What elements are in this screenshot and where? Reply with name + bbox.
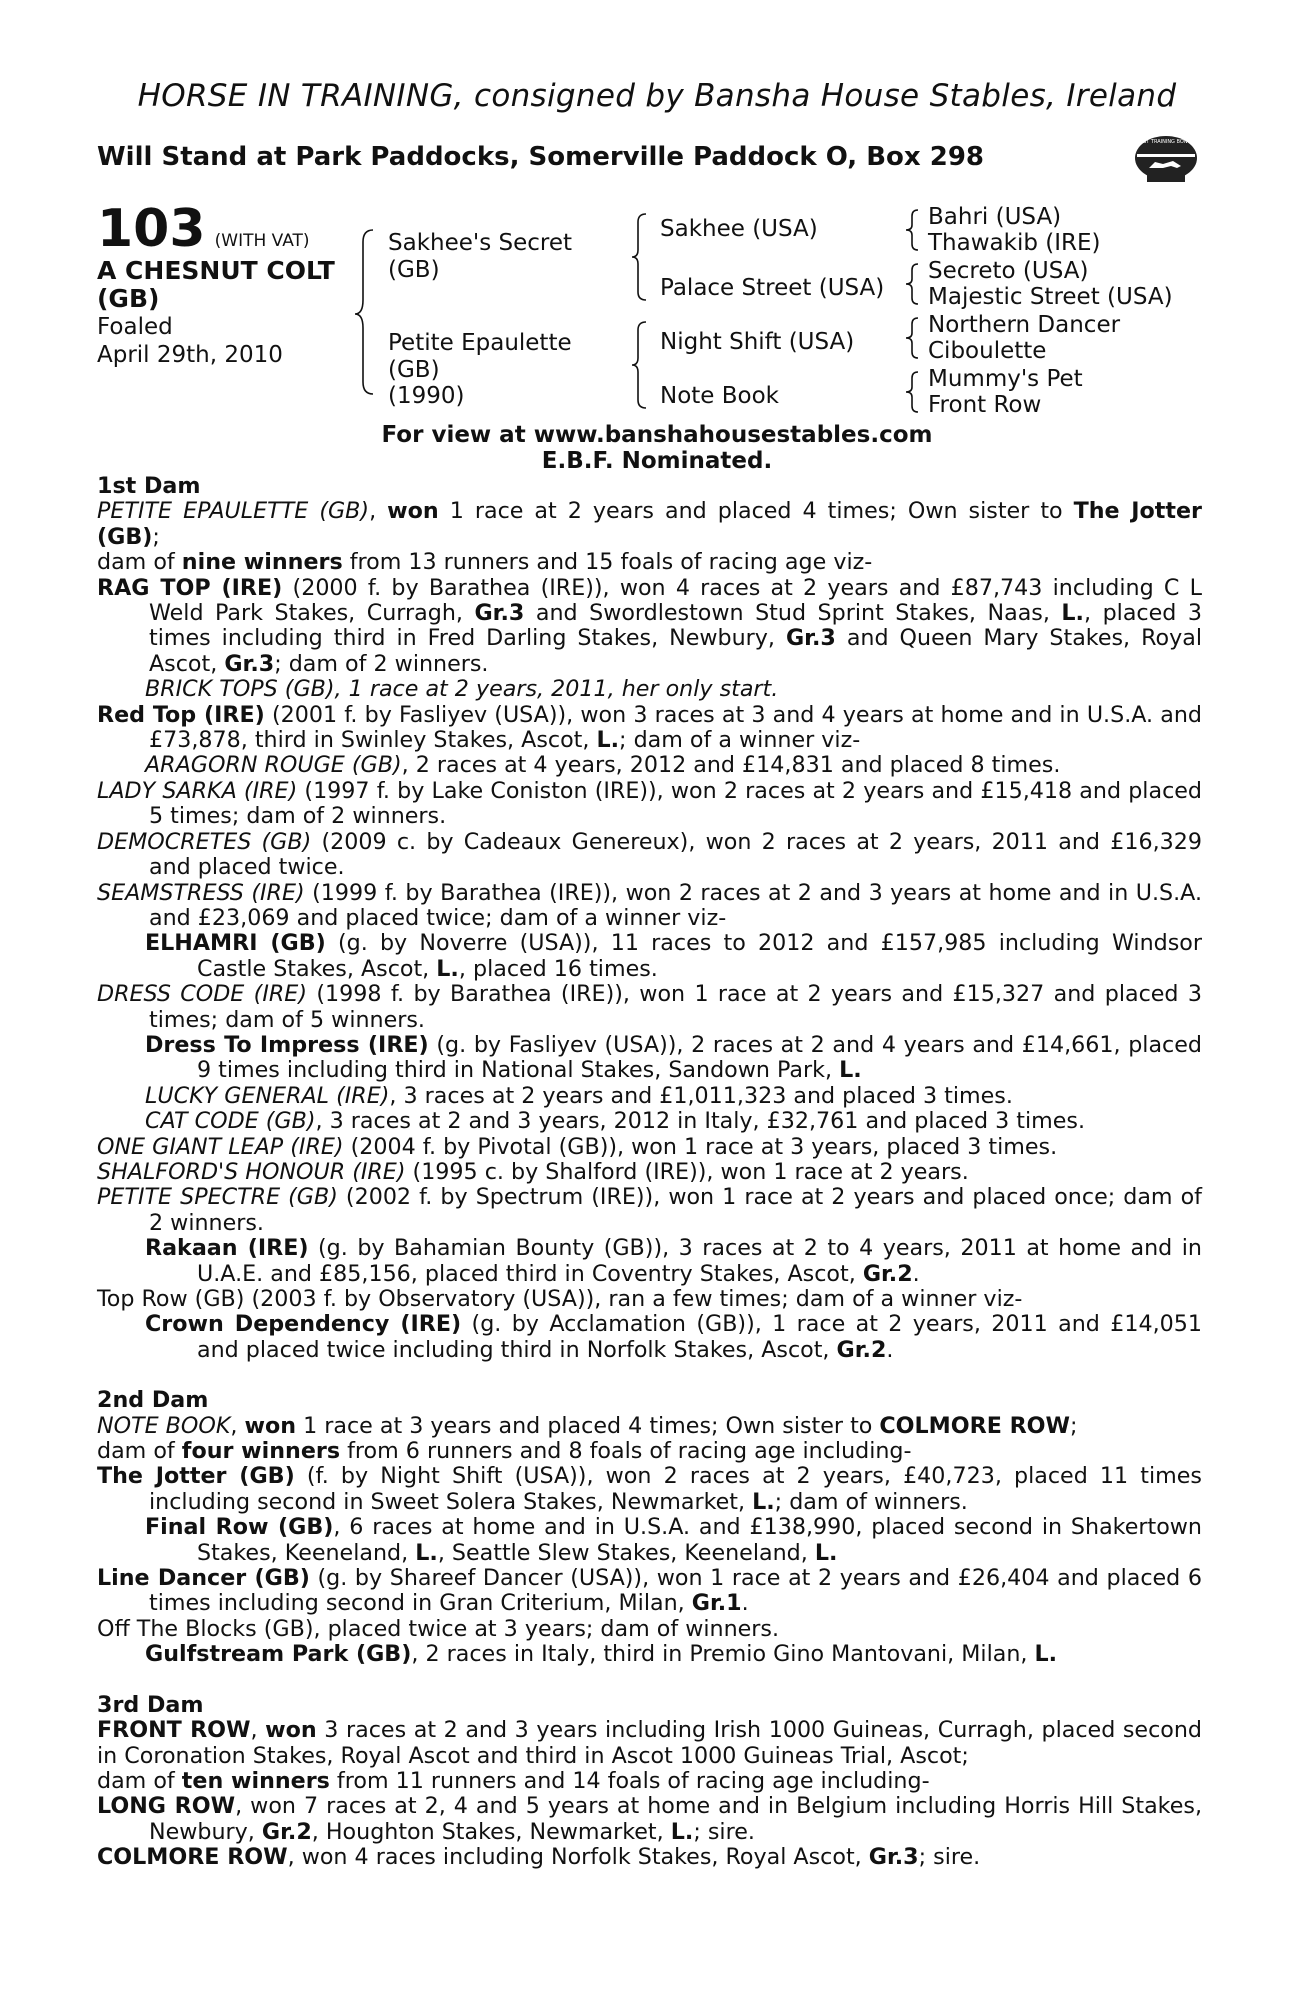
great-grandparent: Bahri (USA) [928, 204, 1062, 230]
entry-text: 1 race at 3 years and placed 4 times; Own sister to [296, 1412, 880, 1439]
pedigree-entry [97, 1718, 1202, 1769]
entry-text: 3 races at 2 and 3 years including Irish 1000 Guineas, Curragh, placed second in Coronation Stakes, Royal Ascot and third in Ascot 1000 Guineas Trial, Ascot; [97, 1717, 1203, 1769]
entry-text: DEMOCRETES (GB) [97, 828, 312, 855]
pedigree-notes [97, 474, 1202, 1871]
pedigree-entry [97, 576, 1202, 678]
entry-text: and Queen Mary Stakes, Royal Ascot, [149, 625, 1202, 677]
entry-text: L. [752, 1488, 775, 1515]
pedigree-entry [97, 1033, 1202, 1084]
pedigree-entry [97, 1135, 1202, 1160]
pedigree-entry [97, 1794, 1202, 1845]
entry-text: and Swordlestown Stud Sprint Stakes, Naas, [524, 600, 1062, 627]
training-bonus-badge-icon [1115, 128, 1217, 192]
entry-text: dam of [97, 549, 182, 576]
great-grandparent: Front Row [928, 392, 1042, 418]
entry-text: (g. by Noverre (USA)), 11 races to 2012 and £157,985 including Windsor Castle Stakes, Ascot, [197, 930, 1202, 982]
entry-text: , 1 race at 2 years, 2011, her only start. [334, 676, 779, 703]
pedigree-entry [97, 1414, 1202, 1439]
entry-text: (1998 f. by Barathea (IRE)), won 1 race at 2 years and £15,327 and placed 3 times; dam of 5 winners. [149, 981, 1202, 1033]
pedigree-entry [97, 1515, 1202, 1566]
entry-text: COLMORE ROW [97, 1844, 288, 1871]
stand-location: Will Stand at Park Paddocks, Somerville Paddock O, Box 298 [97, 142, 985, 172]
entry-text: , [369, 498, 388, 525]
entry-text: , placed 16 times. [458, 955, 658, 982]
entry-text: , Seattle Slew Stakes, Keeneland, [437, 1539, 815, 1566]
svg-text:RACING POST TRAINING BONUS £10: RACING POST TRAINING BONUS £10,000 [1115, 139, 1217, 145]
pedigree-entry [97, 1439, 1202, 1464]
entry-text: ; dam of winners. [774, 1488, 968, 1515]
entry-text: Final Row (GB) [145, 1514, 334, 1541]
entry-text: , 3 races at 2 years and £1,011,323 and placed 3 times. [389, 1082, 1013, 1109]
pedigree-entry [97, 1236, 1202, 1287]
entry-text: four winners [181, 1438, 341, 1465]
pedigree-entry [97, 779, 1202, 830]
entry-text: . [741, 1590, 749, 1617]
entry-text: LONG ROW [97, 1793, 236, 1820]
entry-text: ONE GIANT LEAP (IRE) [97, 1133, 344, 1160]
great-grandparent: Majestic Street (USA) [928, 284, 1173, 310]
entry-text: , [250, 1717, 266, 1744]
entry-text: won [265, 1717, 317, 1744]
foaled-label: Foaled [97, 314, 173, 340]
entry-text: L. [1034, 1641, 1058, 1668]
entry-text: (g. by Fasliyev (USA)), 2 races at 2 and 4 years and £14,661, placed 9 times including third in National Stakes, Sandown Park, [197, 1031, 1202, 1084]
dam-name: Petite Epaulette [388, 330, 572, 356]
entry-text: . [886, 1336, 894, 1363]
entry-text: BRICK TOPS (GB) [145, 676, 335, 703]
entry-text: ELHAMRI (GB) [145, 930, 326, 957]
entry-text: Gr.3 [224, 650, 275, 677]
entry-text: SHALFORD'S HONOUR (IRE) [97, 1158, 406, 1185]
pedigree-entry [97, 677, 1202, 702]
entry-text: Gr.2 [261, 1818, 312, 1845]
entry-text: nine winners [181, 549, 343, 576]
entry-text: PETITE SPECTRE (GB) [97, 1184, 338, 1211]
entry-text: (2002 f. by Spectrum (IRE)), won 1 race at 2 years and placed once; dam of 2 winners. [149, 1184, 1202, 1236]
entry-text: (f. by Night Shift (USA)), won 2 races at 2 years, £40,723, placed 11 times including second in Sweet Solera Stakes, Newmarket, [149, 1463, 1202, 1515]
entry-text: Dress To Impress (IRE) [145, 1031, 429, 1058]
entry-text: (1999 f. by Barathea (IRE)), won 2 races at 2 and 3 years at home and in U.S.A. and £23,069 and placed twice; dam of a winner viz- [149, 879, 1203, 931]
pedigree-entry [97, 1769, 1202, 1794]
entry-text: , won 7 races at 2, 4 and 5 years at home and in Belgium including Horris Hill Stakes, Newbury, [149, 1793, 1202, 1845]
entry-text: LADY SARKA (IRE) [97, 777, 298, 804]
entry-text: ; sire. [918, 1844, 981, 1871]
entry-text: (1995 c. by Shalford (IRE)), won 1 race at 2 years. [405, 1158, 969, 1185]
pedigree-entry [97, 703, 1202, 754]
entry-text: The Jotter (GB) [97, 1463, 295, 1490]
pedigree-entry [97, 1312, 1202, 1363]
entry-text: dam of [97, 1438, 182, 1465]
foaled-date: April 29th, 2010 [97, 342, 283, 368]
entry-text: Crown Dependency (IRE) [145, 1311, 462, 1338]
great-grandparent: Secreto (USA) [928, 258, 1089, 284]
entry-text: ; [152, 523, 160, 550]
pedigree-entry [97, 1464, 1202, 1515]
view-url: For view at www.banshahousestables.com [381, 422, 933, 448]
section-gap [97, 1668, 1202, 1693]
entry-text: , won 4 races including Norfolk Stakes, Royal Ascot, [287, 1844, 869, 1871]
entry-text: 1 race at 2 years and placed 4 times; Own sister to [438, 498, 1074, 525]
entry-text: CAT CODE (GB) [145, 1108, 316, 1135]
pedigree-entry [97, 753, 1202, 778]
section-heading: 1st Dam [97, 473, 201, 499]
entry-text: , placed 3 times including third in Fred Darling Stakes, Newbury, [149, 600, 1202, 652]
entry-text: (2001 f. by Fasliyev (USA)), won 3 races at 3 and 4 years at home and in U.S.A. and £73,878, third in Swinley Stakes, Ascot, [149, 701, 1202, 754]
entry-text: PETITE EPAULETTE (GB) [97, 498, 370, 525]
dam-origin: (GB) [388, 357, 440, 383]
entry-text: (1997 f. by Lake Coniston (IRE)), won 2 races at 2 years and £15,418 and placed 5 times; dam of 2 winners. [149, 777, 1203, 830]
pedigree-entry [97, 881, 1202, 932]
entry-text: L. [596, 727, 620, 754]
entry-text: (g. by Bahamian Bounty (GB)), 3 races at 2 to 4 years, 2011 at home and in U.A.E. and £85,156, placed third in Coventry Stakes, Ascot, [197, 1235, 1202, 1287]
dam-dam: Note Book [660, 383, 779, 409]
entry-text: FRONT ROW [97, 1717, 251, 1744]
entry-text: from 13 runners and 15 foals of racing age viz- [342, 549, 873, 576]
great-grandparent: Mummy's Pet [928, 366, 1083, 392]
entry-text: (g. by Shareef Dancer (USA)), won 1 race at 2 years and £26,404 and placed 6 times including second in Gran Criterium, Milan, [149, 1565, 1202, 1617]
entry-text: . [912, 1260, 920, 1287]
entry-text: from 11 runners and 14 foals of racing age including- [329, 1767, 930, 1794]
entry-text: , 3 races at 2 and 3 years, 2012 in Italy, £32,761 and placed 3 times. [315, 1108, 1085, 1135]
entry-text: L. [670, 1818, 694, 1845]
entry-text: L. [814, 1539, 838, 1566]
entry-text: , 2 races in Italy, third in Premio Gino Mantovani, Milan, [411, 1641, 1035, 1668]
entry-text: DRESS CODE (IRE) [97, 981, 307, 1008]
entry-text: COLMORE ROW [879, 1412, 1070, 1439]
entry-text: ; sire. [693, 1818, 755, 1845]
entry-text: (g. by Acclamation (GB)), 1 race at 2 years, 2011 and £14,051 and placed twice including third in Norfolk Stakes, Ascot, [197, 1311, 1202, 1363]
entry-text: NOTE BOOK [97, 1412, 231, 1439]
entry-text: , 6 races at home and in U.S.A. and £138,990, placed second in Shakertown Stakes, Keeneland, [197, 1514, 1202, 1566]
entry-text: Gr.3 [785, 625, 836, 652]
section-heading: 2nd Dam [97, 1387, 209, 1414]
lot-origin: (GB) [97, 284, 160, 313]
entry-text: ; dam of 2 winners. [274, 650, 489, 677]
great-grandparent: Ciboulette [928, 338, 1047, 364]
entry-text: , 2 races at 4 years, 2012 and £14,831 and placed 8 times. [401, 752, 1061, 779]
pedigree-entry [97, 931, 1202, 982]
entry-text: The Jotter (GB) [97, 498, 1202, 550]
entry-text: ; dam of a winner viz- [619, 727, 861, 754]
great-grandparent: Thawakib (IRE) [928, 230, 1101, 256]
pedigree-entry [97, 830, 1202, 881]
pedigree-bracket [906, 208, 922, 252]
pedigree-bracket [906, 370, 922, 414]
pedigree-entry [97, 1642, 1202, 1667]
pedigree-bracket [355, 228, 385, 398]
ebf-nominated: E.B.F. Nominated. [541, 448, 773, 474]
sire-origin: (GB) [388, 257, 440, 283]
entry-text: (2009 c. by Cadeaux Genereux), won 2 races at 2 years, 2011 and £16,329 and placed twice. [149, 828, 1202, 881]
entry-text: Gr.2 [862, 1260, 913, 1287]
pedigree-entry [97, 550, 1202, 575]
entry-text: L. [415, 1539, 438, 1566]
entry-text: ; [1070, 1412, 1078, 1439]
entry-text: ten winners [181, 1767, 330, 1794]
entry-text: from 6 runners and 8 foals of racing age including- [340, 1438, 912, 1465]
entry-text: ARAGORN ROUGE (GB) [145, 752, 402, 779]
pedigree-bracket [906, 262, 922, 306]
pedigree-entry [97, 499, 1202, 550]
pedigree-entry [97, 1109, 1202, 1134]
entry-text: won [387, 498, 439, 525]
pedigree-entry [97, 1084, 1202, 1109]
entry-text: (2004 f. by Pivotal (GB)), won 1 race at 3 years, placed 3 times. [343, 1133, 1058, 1160]
lot-vat: (WITH VAT) [214, 231, 310, 251]
entry-text: LUCKY GENERAL (IRE) [145, 1082, 390, 1109]
granddam: Palace Street (USA) [660, 275, 885, 301]
great-grandparent: Northern Dancer [928, 312, 1121, 338]
pedigree-entry [97, 1617, 1202, 1642]
pedigree-entry [97, 1185, 1202, 1236]
entry-text: (2000 f. by Barathea (IRE)), won 4 races at 2 years and £87,743 including C L Weld Park Stakes, Curragh, [149, 574, 1202, 627]
entry-text: Gr.3 [474, 600, 525, 627]
entry-text: Gulfstream Park (GB) [145, 1641, 412, 1668]
pedigree-bracket [632, 212, 652, 302]
pedigree-entry [97, 1160, 1202, 1185]
entry-text: won [244, 1412, 297, 1439]
entry-text: Line Dancer (GB) [97, 1565, 310, 1592]
sire-name: Sakhee's Secret [388, 230, 573, 256]
section-heading: 3rd Dam [97, 1691, 204, 1718]
entry-text: Gr.1 [691, 1590, 742, 1617]
entry-text: Gr.2 [836, 1336, 887, 1363]
entry-text: Rakaan (IRE) [145, 1235, 309, 1262]
pedigree-bracket [906, 316, 922, 360]
entry-text: L. [1061, 600, 1084, 627]
lot-description: A CHESNUT COLT [97, 256, 335, 285]
entry-text: Top Row (GB) (2003 f. by Observatory (USA)), ran a few times; dam of a winner viz- [97, 1286, 1023, 1312]
entry-text: RAG TOP (IRE) [97, 574, 283, 601]
page-title: HORSE IN TRAINING, consigned by Bansha House Stables, Ireland [137, 78, 1177, 114]
entry-text: Off The Blocks (GB), placed twice at 3 years; dam of winners. [97, 1615, 780, 1642]
pedigree-entry [97, 1566, 1202, 1617]
entry-text: SEAMSTRESS (IRE) [97, 879, 305, 906]
entry-text: , Houghton Stakes, Newmarket, [311, 1818, 671, 1845]
entry-text: , [230, 1412, 245, 1439]
lot-number: 103 [97, 199, 206, 259]
pedigree-bracket [632, 320, 652, 410]
grandsire: Sakhee (USA) [660, 216, 818, 242]
pedigree-entry [97, 982, 1202, 1033]
pedigree-entry [97, 1287, 1202, 1312]
pedigree-entry [97, 1845, 1202, 1870]
dam-sire: Night Shift (USA) [660, 329, 855, 355]
dam-year: (1990) [388, 383, 465, 409]
entry-text: L. [839, 1057, 862, 1084]
entry-text: dam of [97, 1767, 182, 1794]
section-gap [97, 1363, 1202, 1388]
entry-text: Gr.3 [868, 1844, 919, 1871]
entry-text: Red Top (IRE) [97, 701, 265, 728]
entry-text: L. [436, 955, 459, 982]
lot-info [97, 199, 335, 369]
